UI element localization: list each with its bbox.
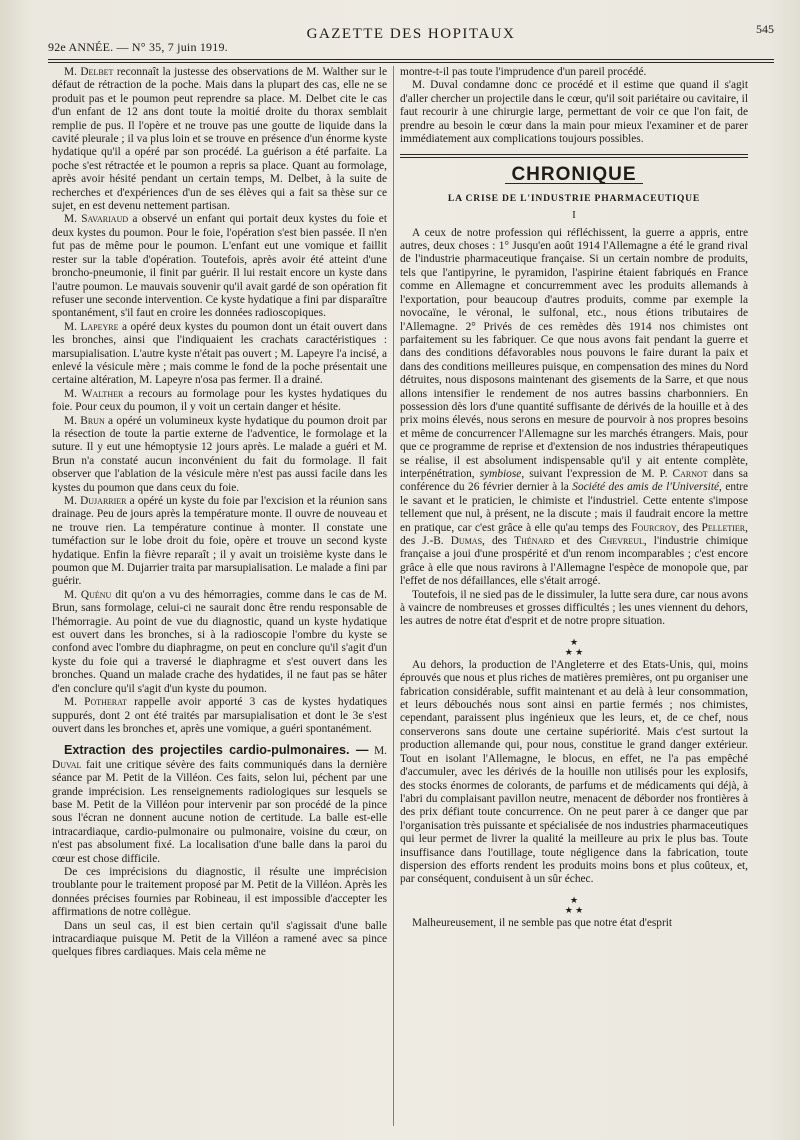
paragraph: M. Lapeyre a opéré deux kystes du poumon dont un était ouvert dans les bronches, ainsi que l'indiquaient les crachats caractéristiques : marsupialisation. L'autre kyste n'était pas ouvert ; M. Lapeyre l'a incisé, a enlevé la vésicule mère ; mais comme le fond de la poche présentait une certaine altération, M. Lapeyre n'osa pas fermer. Il a drainé. xyxy=(52,320,387,387)
paragraph: M. Quénu dit qu'on a vu des hémorragies, comme dans le cas de M. Brun, sans formolage, celui-ci ne saurait donc être rendu responsable de l'hémorragie. Au point de vue du diagnostic, quand un kyste hydatique est ouvert dans les bronches, si à la radioscopie l'ombre du kyste se confond avec l'ombre du diaphragme, on peut en conclure qu'il s'agit d'un kyste du foie qui a traversé le diaphragme et s'est ouvert dans les bronches. Quand un malade crache des hydatides, il ne faut pas se hâter d'en conclure qu'il s'agit d'un kyste du poumon. xyxy=(52,588,387,695)
paragraph: M. Savariaud a observé un enfant qui portait deux kystes du foie et deux kystes du poumon. Pour le foie, l'opération s'est bien passée. Il n'en fut pas de même pour le poumon. L'enfant eut une vomique et faillit rester sur la table d'opération. Toutefois, après avoir été atteint d'une broncho-pneumonie, il finit par guérir. Il lui restait encore un kyste dans l'autre poumon. Le mauvais souvenir qu'il avait gardé de son opération fit refuser une seconde intervention. Ce kyste hydatique a fini par disparaître spontanément, s'il faut en croire les données radioscopiques. xyxy=(52,213,387,320)
roman-numeral: I xyxy=(572,209,576,222)
page-number: 545 xyxy=(756,22,774,36)
paragraph: M. Dujarrier a opéré un kyste du foie par l'excision et la réunion sans drainage. Peu de jours après la température monte. Il ouvre de nouveau et ne trouve rien. La température continue à monter. Il constate une tuméfaction sur le lobe droit du foie, opère et trouve un second kyste hydatique. Enfin la fièvre reparaît ; il y avait un troisième kyste dans le poumon que M. Dujarrier traita par marsupialisation. Le malade a fini par guérir. xyxy=(52,495,387,588)
column-divider xyxy=(393,66,394,1126)
paragraph: M. Potherat rappelle avoir apporté 3 cas de kystes hydatiques suppurés, dont 2 ont été traités par marsupialisation et dont le 3e s'est ouvert dans les bronches et, après une vomique, a guéri spontanément. xyxy=(52,696,387,735)
section-heading: Extraction des projectiles cardio-pulmonaires. — xyxy=(64,743,369,758)
left-column xyxy=(52,66,387,960)
header-rule xyxy=(48,59,774,63)
paragraph: Dans un seul cas, il est bien certain qu'il s'agissait d'une balle intracardiaque puisque M. Petit de la Villéon a ramené avec sa pince quelques fibres cardiaques. Mais cela même ne xyxy=(52,919,387,959)
paragraph: M. Duval condamne donc ce procédé et il estime que quand il s'agit d'aller chercher un projectile dans le cœur, qu'il soit pariétaire ou cavitaire, il faut recourir à une chirurgie large, permettant de voir ce que l'on fait, de prendre au besoin le cœur dans la main pour mieux l'examiner et de parer immédiatement aux complications toujours possibles. xyxy=(400,79,748,146)
paragraph: M. Walther a recours au formolage pour les kystes hydatiques du foie. Pour ceux du poumon, il y voit un certain danger et hésite. xyxy=(52,387,388,414)
issue-line: 92e ANNÉE. — N° 35, 7 juin 1919. xyxy=(48,40,228,54)
paragraph: Extraction des projectiles cardio-pulmonaires. — M. Duval fait une critique sévère des faits communiqués dans la dernière séance par M. Petit de la Villéon. Ces faits, selon lui, péchent par une grande imprécision. Les renseignements radiologiques sur lesquels se base M. Petit de la Villéon pour intervenir par son procédé de la pince sous l'écran ne donnent aucune notion de certitude. La balle est-elle intracardiaque, cardio-pulmonaire ou pulmonaire, voisine du cœur, on n'est pas absolument fixé. La localisation d'une balle dans la paroi du cœur est chose difficile. xyxy=(52,743,387,865)
paragraph: M. Brun a opéré un volumineux kyste hydatique du poumon droit par la résection de toute la partie externe de l'adventice, le formolage et la suture. Il y eut une hémoptysie 12 jours après. Le malade a guéri et M. Brun n'a constaté aucun inconvénient du fait du formolage. Il fait observer que l'ablation de la vésicule mère n'est pas aussi facile dans les kystes du poumon que dans ceux du foie. xyxy=(52,414,387,494)
chronique-title: CHRONIQUE xyxy=(505,168,642,183)
section-rule xyxy=(400,154,748,158)
paragraph: Toutefois, il ne sied pas de le dissimuler, la lutte sera dure, car nous avons à vaincre de nombreuses et grosses difficultés ; les unes viennent du dehors, les autres de notre état d'esprit et de notre propre situation. xyxy=(400,588,748,628)
section-stars: ★ ★ ★ xyxy=(564,636,584,657)
page-header xyxy=(48,22,774,58)
right-column xyxy=(400,66,748,930)
paragraph: De ces imprécisions du diagnostic, il résulte une imprécision troublante pour le traitement proposé par M. Petit de la Villéon. Après les données précises fournies par Robineau, il est impossible d'accepter les affirmations de notre collègue. xyxy=(52,865,387,919)
section-stars: ★ ★ ★ xyxy=(564,894,584,915)
paragraph: Au dehors, la production de l'Angleterre et des Etats-Unis, qui, moins éprouvés que nous et plus riches de matières premières, ont pu organiser une fabrication considérable, suffit maintenant et au delà à leur consommation, et leurs débouchés nous sont ainsi en partie fermés ; nos chimistes, cependant, paraissent plus ingénieux que les leurs, et, de ce chef, nous conserverons sans doute une certaine supériorité. Mais c'est surtout la production allemande qui, pour nous, constitue le grand danger extérieur. Tout en isolant l'Allemagne, le blocus, en effet, ne l'a pas empêché d'accumuler, avec les dérivés de la houille non utilisés pour les explosifs, des stocks énormes de colorants, de parfums et de médicaments qui déjà, à l'abri du complaisant pavillon neutre, menacent de déborder nos frontières à des prix défiant toute concurrence. On ne peut parer à ce danger que par l'organisation très puissante et spécialisée de nos industries pharmaceutiques qui leur permet de livrer la qualité la meilleure au prix le plus bas. Toute insuffisance dans l'outillage, toute négligence dans la fabrication, toute dispersion des efforts rendent les produits moins bons et plus coûteux, et, par conséquent, conduisent à un sûr échec. xyxy=(400,658,748,886)
chronique-box xyxy=(400,164,748,186)
paragraph: A ceux de notre profession qui réfléchissent, la guerre a appris, entre autres, deux choses : 1° Jusqu'en août 1914 l'Allemagne a été le grand rival de l'industrie pharmaceutique française. Si un certain nombre de produits, tels que l'antipyrine, le pyramidon, l'aspirine étaient fabriqués en France comme en Allemagne et concurremment avec les produits allemands à l'exportation, pour beaucoup d'autres produits, comme par exemple la novocaïne, le véronal, le sulfonal, etc., nous étions tributaires de l'Allemagne. 2° Privés de ces remèdes dès 1914 nos chimistes ont parfaitement su les fabriquer. Ce que nous avons fait pendant la guerre et dans des conditions défavorables nous pouvons le faire durant la paix et dans des conditions meilleures puisque, en compensation des mines du Nord détruites, nous disposons maintenant des gisements de la Sarre, et que nous allons intensifier le rendement de nos autres bassins charbonniers. En possession dès lors d'une quantité suffisante de dérivés de la houille et à des prix moins élevés, nous serons en mesure de pourvoir à nos propres besoins et même de concurrencer l'Allemagne sur les marchés étrangers. Mais, pour que ce programme de reprise et d'extension de nos industries thérapeutiques se réalise, il est absolument indispensable qu'il y ait entente complète, interpénétration, symbiose, suivant l'expression de M. P. Carnot dans sa conférence du 26 février dernier à la Société des amis de l'Université, entre le savant et le praticien, le chimiste et l'industriel. Cette entente s'impose tellement que nul, à présent, ne la discute ; mais il faudrait encore la mettre en pratique, car c'est grâce à elle qu'au temps des Fourcroy, des Pelletier, des J.-B. Dumas, des Thénard et des Chevreul, l'industrie chimique française a joui d'une prospérité et d'un renom incomparables ; c'est encore grâce à elle que nous ravirons à l'Allemagne l'espèce de monopole que, par l'effet de nos défaillances, elle s'était arrogé. xyxy=(400,226,749,588)
article-title: LA CRISE DE L'INDUSTRIE PHARMACEUTIQUE xyxy=(447,192,701,204)
paragraph: Malheureusement, il ne semble pas que notre état d'esprit xyxy=(412,916,673,929)
paragraph: montre-t-il pas toute l'imprudence d'un pareil procédé. xyxy=(400,66,647,78)
journal-title: GAZETTE DES HOPITAUX xyxy=(306,26,516,42)
paragraph: M. Delbet reconnaît la justesse des observations de M. Walther sur le défaut de rétraction de la poche. Mais dans la plupart des cas, elle ne se produit pas et le poumon peut reprendre sa place. M. Delbet cite le cas d'un enfant de 12 ans dont toute la moitié droite du thorax semblait remplie de pus. Il l'opère et ne trouve pas une goutte de liquide dans la cavité pleurale ; il va plus loin et se trouve en présence d'un énorme kyste hydatique qu'il a opéré par son procédé. La guérison a été parfaite. La poche s'est rétractée et le poumon a repris sa place. Quant au formolage, après avoir hésité pendant un certain temps, M. Delbet, à la suite de recherches et d'expériences d'un de ses élèves qui a fait sa thèse sur ce sujet, en est devenu nettement partisan. xyxy=(52,66,387,213)
